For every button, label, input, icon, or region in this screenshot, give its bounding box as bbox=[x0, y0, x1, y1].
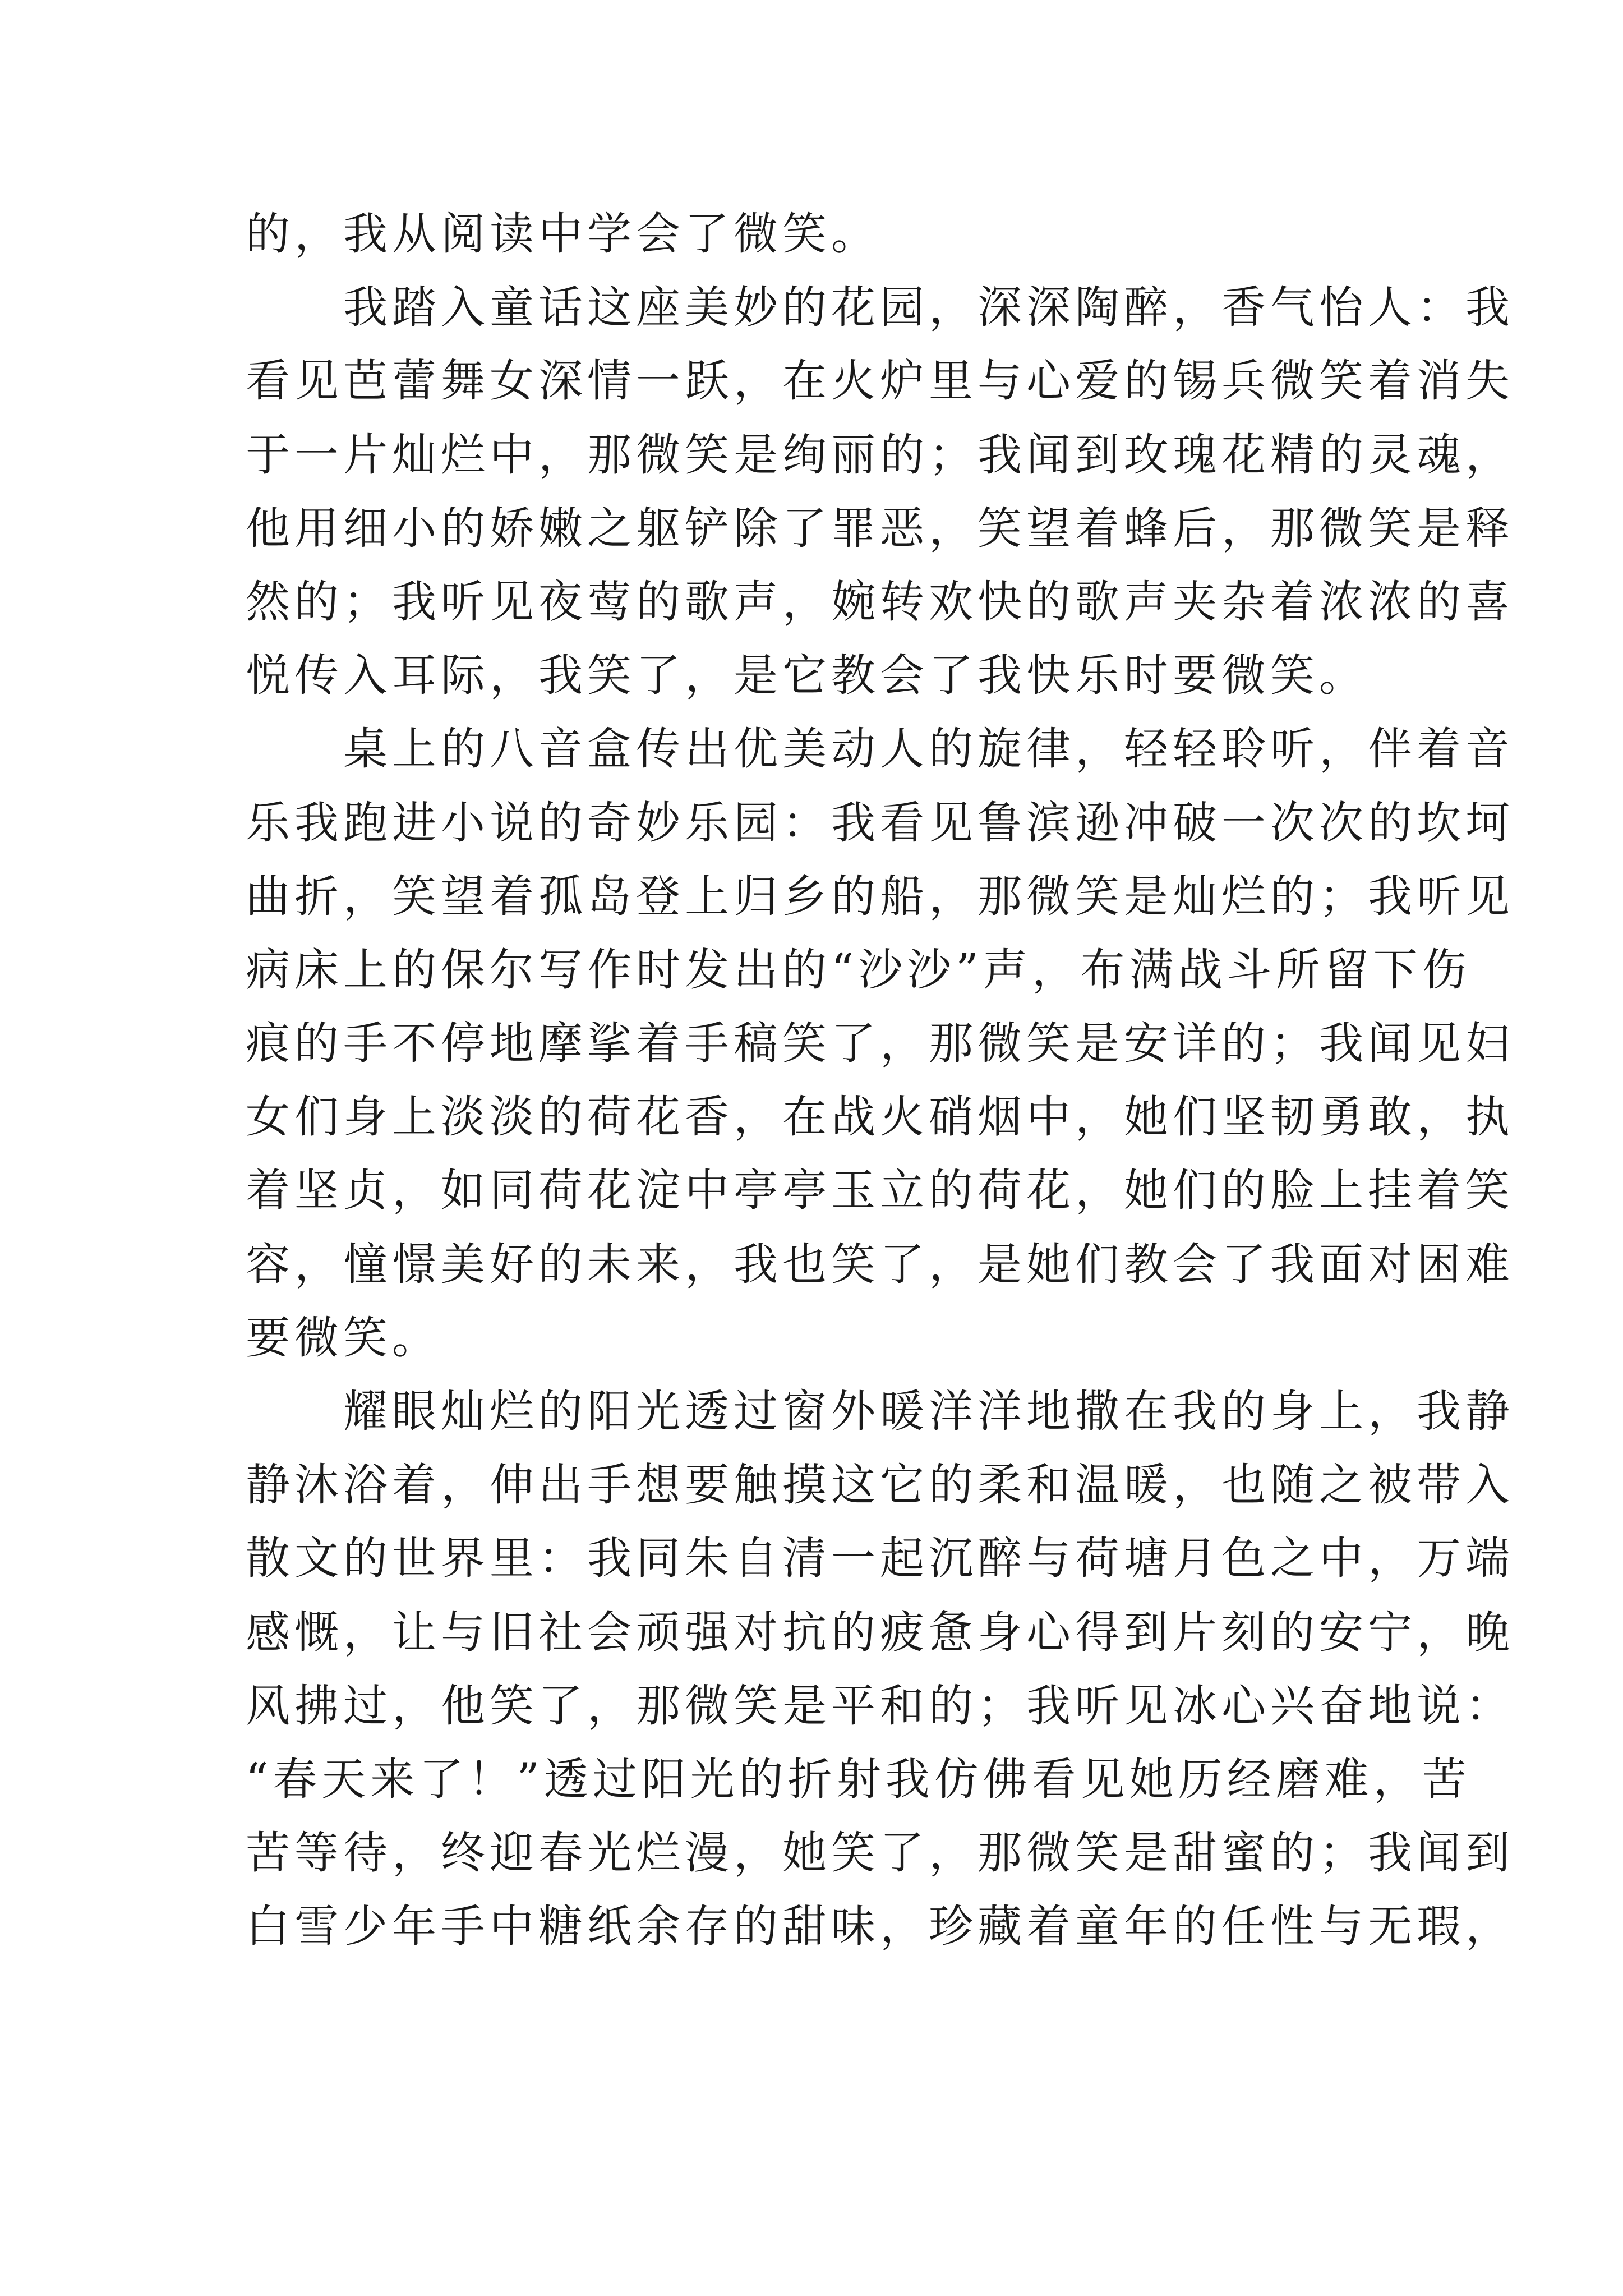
text-line: “春天来了！”透过阳光的折射我仿佛看见她历经磨难，苦 bbox=[246, 1753, 1471, 1805]
text-line: 病床上的保尔写作时发出的“沙沙”声，布满战斗所留下伤 bbox=[246, 944, 1471, 996]
text-line: 容，憧憬美好的未来，我也笑了，是她们教会了我面对困难 bbox=[246, 1238, 1514, 1290]
text-line: 要微笑。 bbox=[246, 1312, 441, 1364]
text-line: 痕的手不停地摩挲着手稿笑了，那微笑是安详的；我闻见妇 bbox=[246, 1018, 1514, 1070]
text-line: 白雪少年手中糖纸余存的甜味，珍藏着童年的任性与无瑕， bbox=[246, 1901, 1514, 1953]
text-line: 感慨，让与旧社会顽强对抗的疲惫身心得到片刻的安宁，晚 bbox=[246, 1606, 1514, 1658]
body-text bbox=[246, 197, 1514, 1964]
text-line: 静沐浴着，伸出手想要触摸这它的柔和温暖，也随之被带入 bbox=[246, 1459, 1514, 1511]
text-line: 然的；我听见夜莺的歌声，婉转欢快的歌声夹杂着浓浓的喜 bbox=[246, 576, 1514, 628]
text-line: 我踏入童话这座美妙的花园，深深陶醉，香气怡人：我 bbox=[343, 282, 1514, 334]
text-line: 他用细小的娇嫩之躯铲除了罪恶，笑望着蜂后，那微笑是释 bbox=[246, 502, 1514, 554]
text-line: 女们身上淡淡的荷花香，在战火硝烟中，她们坚韧勇敢，执 bbox=[246, 1091, 1514, 1143]
text-line: 的，我从阅读中学会了微笑。 bbox=[246, 208, 880, 260]
text-line: 桌上的八音盒传出优美动人的旋律，轻轻聆听，伴着音 bbox=[343, 723, 1514, 775]
text-line: 乐我跑进小说的奇妙乐园：我看见鲁滨逊冲破一次次的坎坷 bbox=[246, 797, 1514, 849]
text-line: 于一片灿烂中，那微笑是绚丽的；我闻到玫瑰花精的灵魂， bbox=[246, 429, 1514, 481]
text-line: 苦等待，终迎春光烂漫，她笑了，那微笑是甜蜜的；我闻到 bbox=[246, 1827, 1514, 1879]
text-line: 看见芭蕾舞女深情一跃，在火炉里与心爱的锡兵微笑着消失 bbox=[246, 355, 1514, 407]
text-line: 悦传入耳际，我笑了，是它教会了我快乐时要微笑。 bbox=[246, 650, 1368, 702]
text-line: 散文的世界里：我同朱自清一起沉醉与荷塘月色之中，万端 bbox=[246, 1533, 1514, 1585]
text-line: 耀眼灿烂的阳光透过窗外暖洋洋地撒在我的身上，我静 bbox=[343, 1386, 1514, 1437]
text-line: 曲折，笑望着孤岛登上归乡的船，那微笑是灿烂的；我听见 bbox=[246, 870, 1514, 922]
text-line: 风拂过，他笑了，那微笑是平和的；我听见冰心兴奋地说： bbox=[246, 1680, 1514, 1732]
text-line: 着坚贞，如同荷花淀中亭亭玉立的荷花，她们的脸上挂着笑 bbox=[246, 1165, 1514, 1217]
